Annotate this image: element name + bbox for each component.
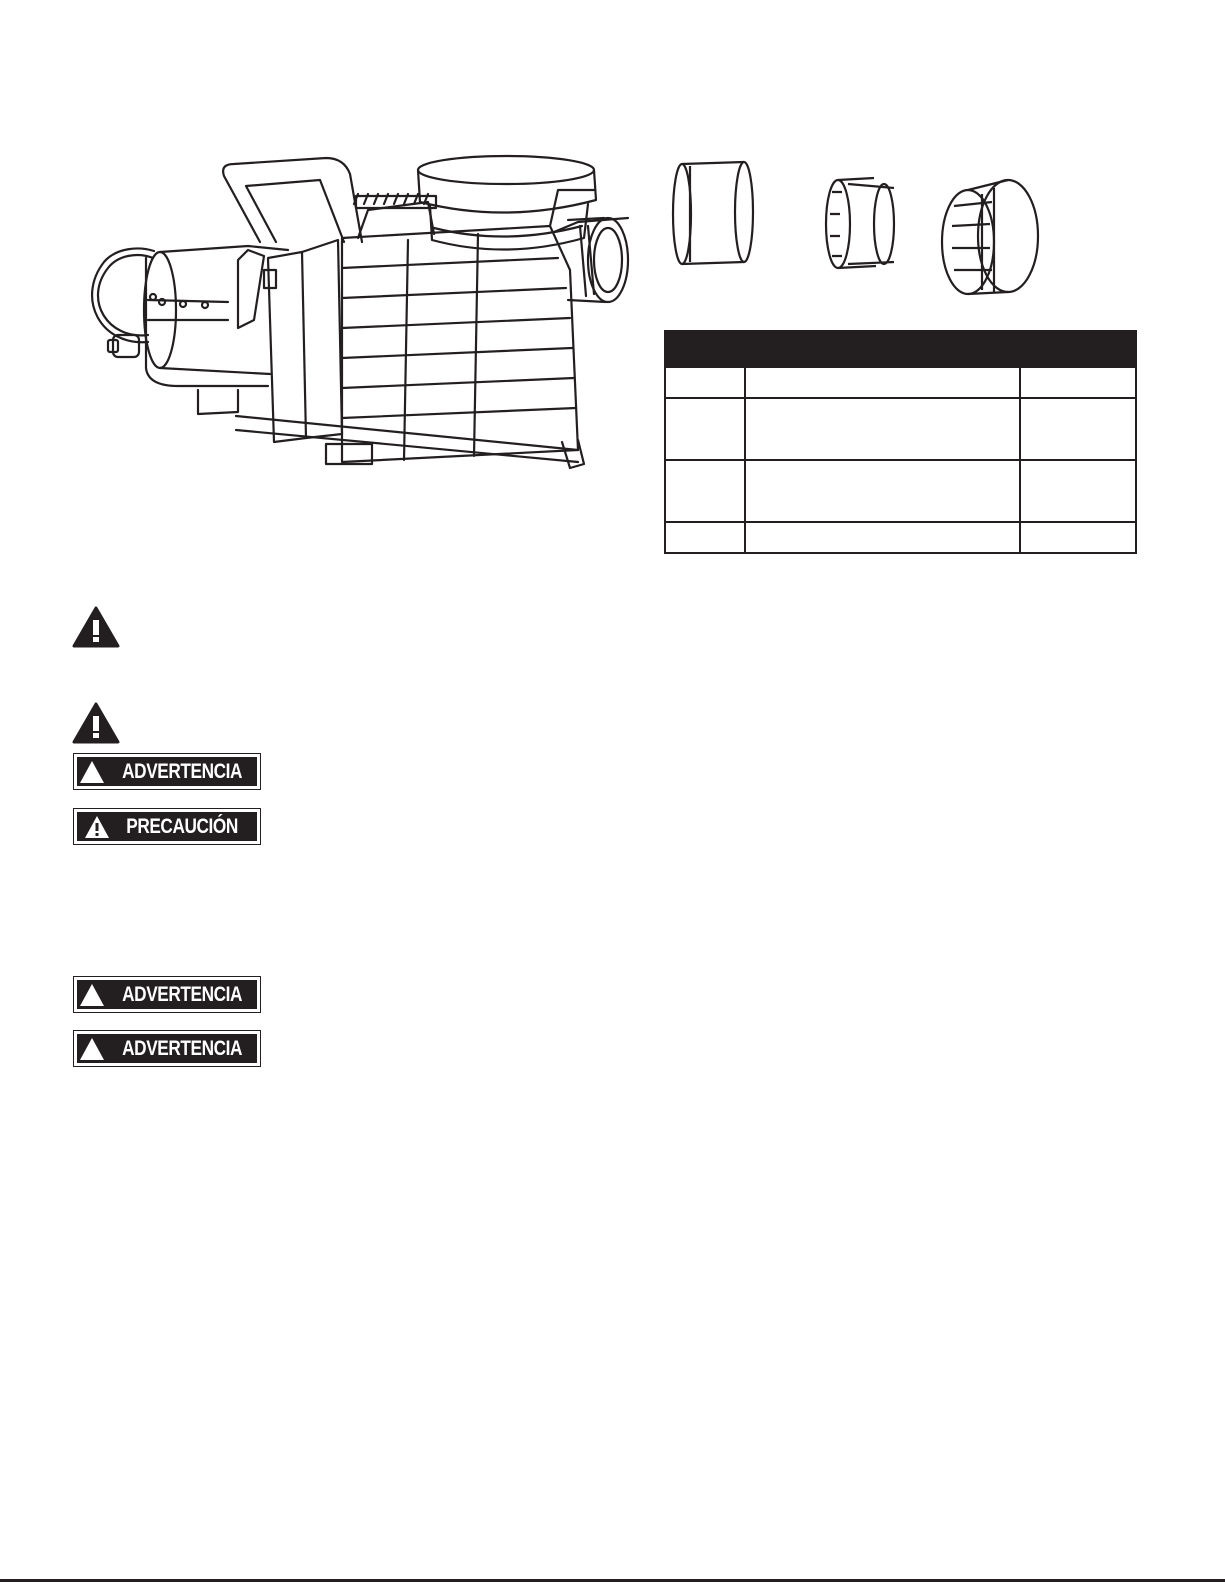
- table-cell: [665, 460, 745, 522]
- table-row: [665, 367, 1136, 398]
- caution-triangle-icon: [84, 815, 110, 839]
- table-cell: [745, 367, 1020, 398]
- alert-triangle-icon: [72, 606, 120, 648]
- signal-word-caution: PRECAUCIÓN: [126, 814, 238, 838]
- warning-triangle-icon: [79, 983, 105, 1007]
- signal-word-warning: ADVERTENCIA: [122, 982, 242, 1006]
- warning-triangle-icon: [79, 1037, 105, 1061]
- table-row: [665, 522, 1136, 553]
- alert-triangle-icon: [72, 702, 120, 744]
- warning-signal-panel: [73, 1030, 261, 1067]
- warning-signal-panel: [73, 753, 261, 790]
- parts-table: [664, 330, 1137, 554]
- table-row: [665, 460, 1136, 522]
- table-cell: [1020, 367, 1136, 398]
- table-cell: [665, 367, 745, 398]
- table-cell: [1020, 398, 1136, 460]
- caution-signal-panel: [73, 808, 261, 845]
- table-cell: [1020, 522, 1136, 553]
- table-cell: [745, 522, 1020, 553]
- pipe-adapter-illustration: [673, 162, 753, 264]
- footer-rule: [0, 1579, 1225, 1582]
- table-header-row: [665, 331, 1136, 367]
- warning-signal-panel: [73, 976, 261, 1013]
- table-header: [665, 331, 1136, 367]
- warning-triangle-icon: [79, 760, 105, 784]
- union-fitting-illustration: [826, 178, 894, 268]
- table-row: [665, 398, 1136, 460]
- table-cell: [665, 398, 745, 460]
- signal-word-warning: ADVERTENCIA: [122, 1036, 242, 1060]
- table-cell: [745, 460, 1020, 522]
- table-cell: [1020, 460, 1136, 522]
- table-cell: [745, 398, 1020, 460]
- table-cell: [665, 522, 745, 553]
- pool-pump-illustration: [88, 150, 644, 476]
- fittings-illustration: [664, 154, 1064, 302]
- signal-word-warning: ADVERTENCIA: [122, 759, 242, 783]
- union-nut-illustration: [942, 180, 1038, 294]
